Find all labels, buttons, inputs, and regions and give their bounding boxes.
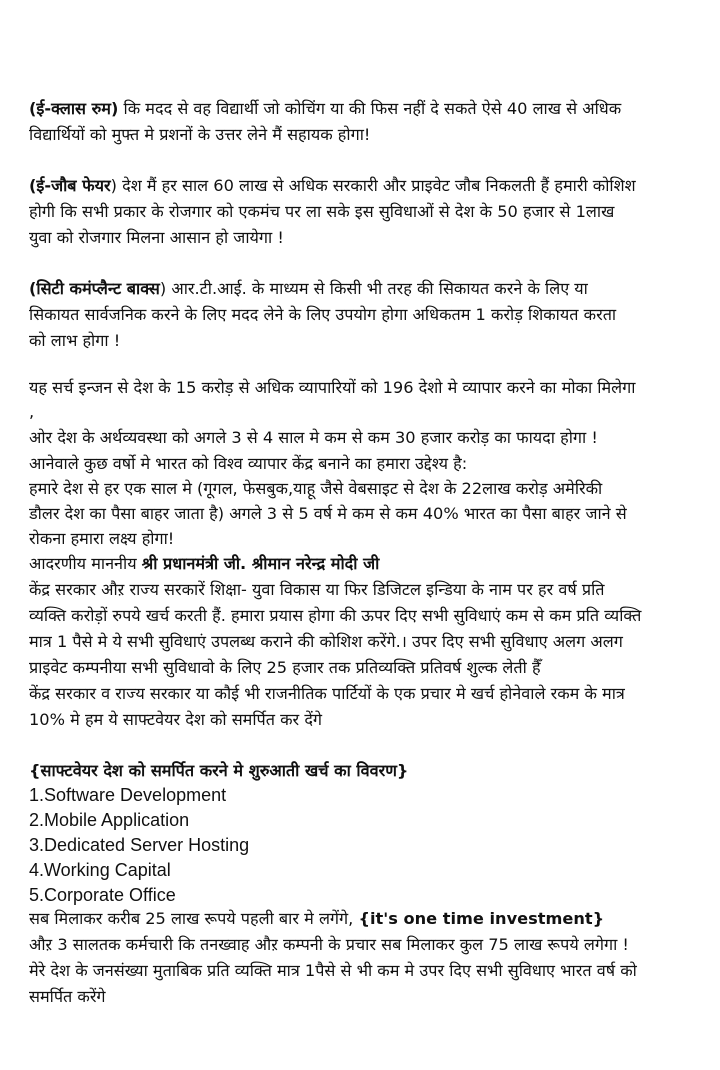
- list-item: 1.Software Development: [29, 785, 227, 805]
- complaint-text: ) आर.टी.आई. के माध्यम से किसी भी तरह की सिकायत करने के लिए या: [159, 279, 588, 298]
- complaint-term: (सिटी कमंप्लैन्ट बाक्स: [29, 279, 160, 298]
- govt-line-3: मात्र 1 पैसे मे ये सभी सुविधाएं उपलब्ध कराने की कोशिश करेंगे.। उपर दिए सभी सुविधाए अलग अलग: [29, 632, 623, 651]
- closing-line-4: समर्पित करेंगे: [29, 987, 106, 1006]
- cost-section-heading: {साफ्टवेयर देश को समर्पित करने मे शुरुआती खर्च का विवरण}: [29, 761, 409, 780]
- list-item: 3.Dedicated Server Hosting: [29, 835, 250, 855]
- search-engine-line-7: रोकना हमारा लक्ष्य होगा!: [29, 529, 175, 548]
- list-item: 5.Corporate Office: [29, 885, 176, 905]
- ejob-line-1: [29, 174, 706, 198]
- eclass-text: कि मदद से वह विद्यार्थी जो कोचिंग या की फिस नहीं दे सकते ऐसे 40 लाख से अधिक: [118, 99, 622, 118]
- complaint-line-2: सिकायत सार्वजनिक करने के लिए मदद लेने के लिए उपयोग होगा अधिकतम 1 करोड़ शिकायत करता: [29, 305, 617, 324]
- govt-line-6: 10% मे हम ये साफ्टवेयर देश को समर्पित कर देंगे: [29, 710, 323, 729]
- investment-note: {it's one time investment}: [358, 909, 605, 928]
- complaint-line-1: [29, 277, 706, 301]
- eclass-line-1: [29, 97, 706, 121]
- search-engine-line-5: हमारे देश से हर एक साल मे (गूगल, फेसबुक,याहू जैसे वेबसाइट से देश के 22लाख करोड़ अमेरिकी: [29, 479, 603, 498]
- govt-line-4: प्राइवेट कम्पनीया सभी सुविधावो के लिए 25 हजार तक प्रतिव्यक्ति प्रतिवर्ष शुल्क लेती हैँ: [29, 658, 541, 677]
- closing-text: सब मिलाकर करीब 25 लाख रूपये पहली बार मे लगेंगे,: [29, 909, 359, 928]
- list-item: 4.Working Capital: [29, 860, 171, 880]
- govt-line-2: व्यक्ति करोड़ों रुपये खर्च करती हैं. हमारा प्रयास होगा की ऊपर दिए सभी सुविधाएं कम से कम प्रति व्यक्ति: [29, 606, 642, 625]
- govt-line-1: केंद्र सरकार औऱ राज्य सरकारें शिक्षा- युवा विकास या फिर डिजिटल इन्डिया के नाम पर हर वर्ष प्रति: [29, 580, 605, 599]
- address-prefix: आदरणीय माननीय: [29, 554, 142, 573]
- closing-line-2: औऱ 3 सालतक कर्मचारी कि तनख्वाह औऱ कम्पनी के प्रचार सब मिलाकर कुल 75 लाख रूपये लगेगा !: [29, 935, 629, 954]
- address-line: [29, 552, 706, 576]
- ejob-term: (ई-जौब फेयर: [29, 176, 111, 195]
- closing-line-1: [29, 907, 706, 931]
- search-engine-line-1: यह सर्च इन्जन से देश के 15 करोड़ से अधिक व्यापारियों को 196 देशो मे व्यापार करने का मोका मिलेगा: [29, 378, 636, 397]
- search-engine-line-6: डौलर देश का पैसा बाहर जाता है) अगले 3 से 5 वर्ष मे कम से कम 40% भारत का पैसा बाहर जाने से: [29, 504, 627, 523]
- closing-line-3: मेरे देश के जनसंख्या मुताबिक प्रति व्यक्ति मात्र 1पैसे से भी कम मे उपर दिए सभी सुविधाए भारत वर्ष को: [29, 961, 637, 980]
- eclass-line-2: विद्यार्थियों को मुफ्त मे प्रशनों के उत्तर लेने मैं सहायक होगा!: [29, 125, 371, 144]
- list-item: 2.Mobile Application: [29, 810, 190, 830]
- pm-name: श्री प्रधानमंत्री जी. श्रीमान नरेन्द्र मोदी जी: [141, 554, 380, 573]
- ejob-line-3: युवा को रोजगार मिलना आसान हो जायेगा !: [29, 228, 284, 247]
- complaint-line-3: को लाभ होगा !: [29, 331, 121, 350]
- search-engine-line-4: आनेवाले कुछ वर्षो मे भारत को विश्व व्यापार केंद्र बनाने का हमारा उद्देश्य है:: [29, 454, 468, 473]
- eclass-term: (ई-क्लास रुम): [29, 99, 119, 118]
- ejob-text: ) देश मैं हर साल 60 लाख से अधिक सरकारी और प्राइवेट जौब निकलती हैं हमारी कोशिश: [110, 176, 636, 195]
- govt-line-5: केंद्र सरकार व राज्य सरकार या कौई भी राजनीतिक पार्टियों के एक प्रचार मे खर्च होनेवाले रकम के मात्र: [29, 684, 625, 703]
- search-engine-line-2: ,: [29, 402, 35, 421]
- search-engine-line-3: ओर देश के अर्थव्यवस्था को अगले 3 से 4 साल मे कम से कम 30 हजार करोड़ का फायदा होगा !: [29, 428, 598, 447]
- ejob-line-2: होगी कि सभी प्रकार के रोजगार को एकमंच पर ला सके इस सुविधाओं से देश के 50 हजार से 1लाख: [29, 202, 615, 221]
